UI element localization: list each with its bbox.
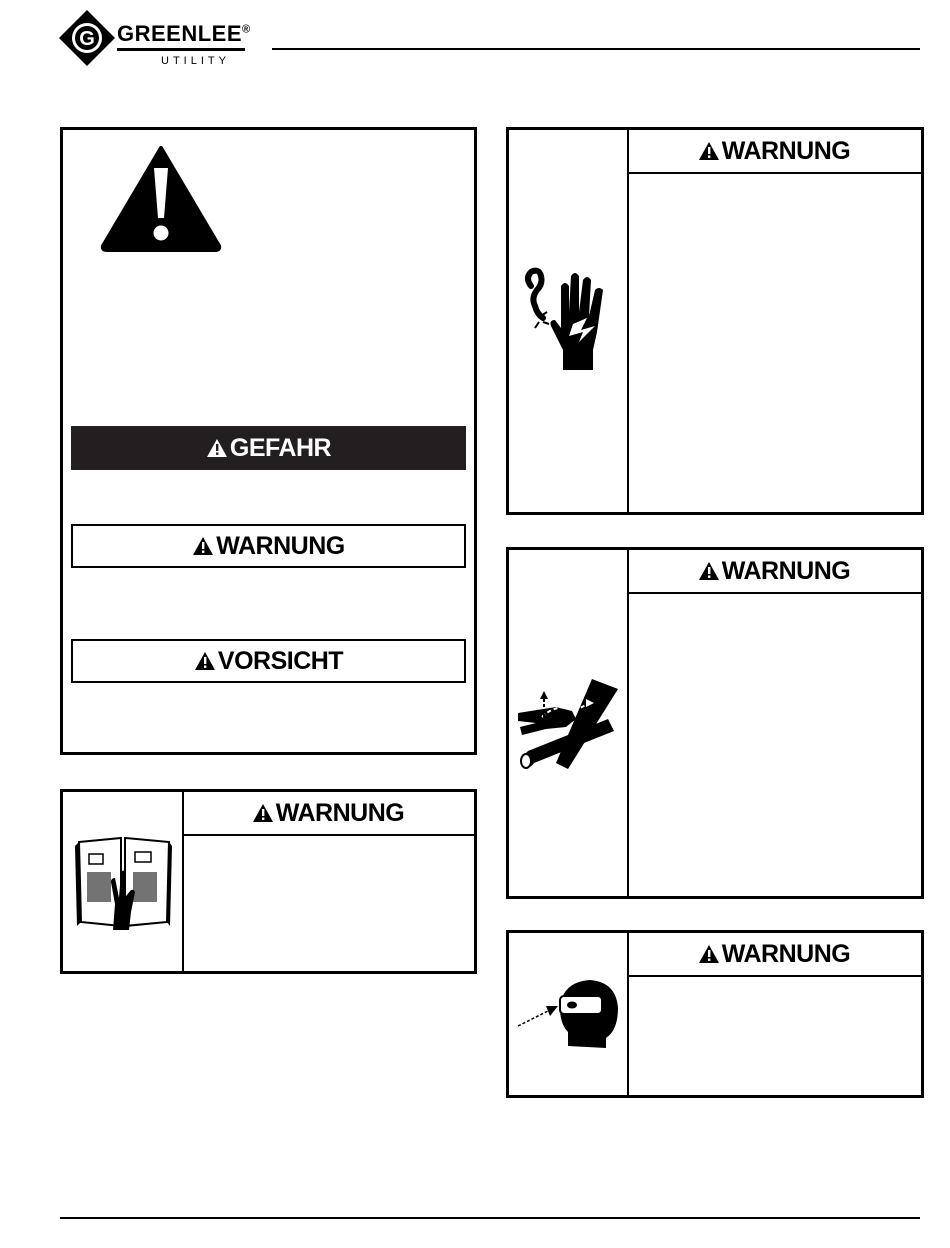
caution-label: VORSICHT [217, 646, 344, 675]
greenlee-logo [57, 8, 257, 68]
warning-alert-icon [192, 536, 214, 556]
logo-letter: G [79, 28, 95, 50]
brand-subtitle: UTILITY [161, 55, 230, 67]
injection-alert-icon [698, 561, 720, 581]
eye-icon-cell [509, 933, 629, 1095]
warning-banner [71, 524, 466, 568]
manual-warning-box [60, 789, 477, 974]
injection-content-cell [627, 550, 921, 896]
registered-mark: ® [242, 23, 251, 36]
caution-banner [71, 639, 466, 683]
brand-name: GREENLEE® [117, 21, 251, 46]
footer-rule [60, 1217, 920, 1219]
alert-triangle-icon [99, 144, 223, 252]
caution-alert-icon [194, 651, 216, 671]
manual-content-cell [182, 792, 474, 971]
manual-icon-cell [63, 792, 184, 971]
warning-label: WARNUNG [216, 531, 345, 560]
manual-warning-banner [182, 792, 474, 836]
electric-alert-icon [698, 141, 720, 161]
electric-shock-hand-icon [523, 266, 613, 376]
electric-content-cell [627, 130, 921, 512]
fluid-injection-icon [516, 673, 620, 773]
eye-warning-label: WARNUNG [721, 939, 851, 968]
brand-underline [117, 48, 245, 51]
header-rule [272, 48, 920, 50]
eye-content-cell [627, 933, 921, 1095]
injection-warning-label: WARNUNG [721, 556, 851, 585]
danger-label: GEFAHR [229, 433, 332, 462]
danger-banner [71, 426, 466, 470]
eye-protection-icon [516, 974, 620, 1054]
logo-diamond-icon [57, 8, 117, 68]
manual-warning-label: WARNUNG [275, 798, 405, 827]
injection-icon-cell [509, 550, 629, 896]
signal-word-panel [60, 127, 477, 755]
electric-warning-box [506, 127, 924, 515]
injection-warning-banner [627, 550, 921, 594]
eye-alert-icon [698, 944, 720, 964]
eye-warning-box [506, 930, 924, 1098]
electric-icon-cell [509, 130, 629, 512]
read-manual-icon [73, 832, 173, 932]
electric-warning-label: WARNUNG [721, 136, 851, 165]
danger-alert-icon [206, 438, 228, 458]
injection-warning-box [506, 547, 924, 899]
electric-warning-banner [627, 130, 921, 174]
manual-alert-icon [252, 803, 274, 823]
eye-warning-banner [627, 933, 921, 977]
